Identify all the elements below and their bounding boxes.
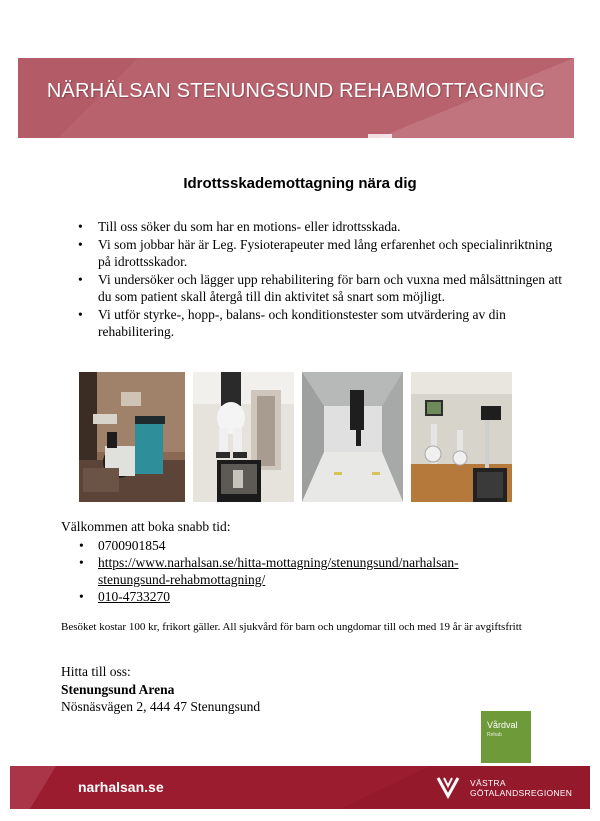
- vgr-line2: GÖTALANDSREGIONEN: [470, 788, 573, 798]
- bullet-icon: •: [79, 555, 84, 570]
- website-link[interactable]: [98, 555, 459, 587]
- vardval-rehab-badge: [481, 711, 531, 763]
- photo-corridor: [302, 372, 403, 502]
- list-item-text: Vi som jobbar här är Leg. Fysioterapeuter med lång erfarenhet och specialinriktning på idrottsskador.: [98, 237, 553, 269]
- contact-url: [79, 554, 568, 588]
- list-item-text: Vi undersöker och lägger upp rehabilitering för barn och vuxna med målsättningen att du som patient skall återgå till din aktivitet så snart som möjligt.: [98, 272, 563, 304]
- bullet-icon: •: [78, 307, 83, 322]
- photo-gym: [411, 372, 512, 502]
- vgr-logo: [434, 772, 574, 802]
- contact-phone: [79, 537, 568, 554]
- bullet-icon: •: [78, 219, 83, 234]
- vgr-logo-text: [470, 778, 572, 798]
- booking-intro: Välkommen att boka snabb tid:: [61, 519, 231, 534]
- list-item: [78, 271, 568, 305]
- contact-phone-2: [79, 588, 568, 605]
- phone-link[interactable]: 010-4733270: [98, 589, 170, 604]
- website-link-line2: stenungsund-rehabmottagning/: [98, 572, 266, 587]
- footer-site-link[interactable]: narhalsan.se: [78, 779, 164, 795]
- vgr-line1: VÄSTRA: [470, 778, 506, 788]
- vgr-logo-icon: [434, 772, 466, 802]
- list-item: [78, 218, 568, 235]
- website-link-line1: https://www.narhalsan.se/hitta-mottagning/stenungsund/narhalsan-: [98, 555, 459, 570]
- list-item: [78, 306, 568, 340]
- badge-sub: Rehab: [487, 732, 502, 738]
- footer-banner: [10, 766, 590, 809]
- location-name: Stenungsund Arena: [61, 682, 175, 697]
- fee-info: Besöket kostar 100 kr, frikort gäller. All sjukvård för barn och ungdomar till och med 19 år är avgiftsfritt: [61, 621, 522, 633]
- contact-list: [79, 537, 568, 605]
- list-item: [78, 236, 568, 270]
- photo-jump-test: [193, 372, 294, 502]
- bullet-icon: •: [79, 589, 84, 604]
- bullet-icon: •: [79, 538, 84, 553]
- phone-text: 0700901854: [98, 538, 166, 553]
- bullet-icon: •: [78, 272, 83, 287]
- location-address: Nösnäsvägen 2, 444 47 Stenungsund: [61, 699, 261, 714]
- header-banner: [18, 58, 574, 138]
- bullet-icon: •: [78, 237, 83, 252]
- info-list: [78, 218, 568, 341]
- photo-exercise-bike: [79, 372, 185, 502]
- badge-brand: Vårdval: [487, 720, 518, 730]
- page-title: Idrottsskademottagning nära dig: [183, 175, 417, 192]
- list-item-text: Vi utför styrke-, hopp-, balans- och konditionstester som utvärdering av din rehabilitering.: [98, 307, 506, 339]
- header-title: NÄRHÄLSAN STENUNGSUND REHABMOTTAGNING: [46, 80, 546, 102]
- list-item-text: Till oss söker du som har en motions- eller idrottsskada.: [98, 219, 401, 234]
- find-us-label: Hitta till oss:: [61, 664, 131, 679]
